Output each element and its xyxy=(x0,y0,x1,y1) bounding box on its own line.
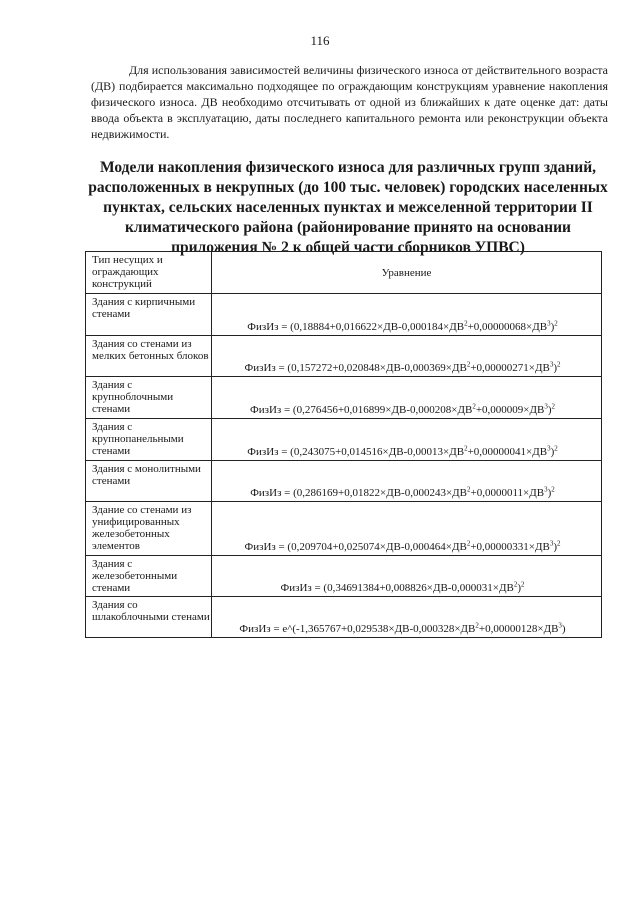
eq-mid: +0,00000068×ДВ xyxy=(467,321,548,333)
row-equation xyxy=(212,461,602,502)
row-type: Здания со шлакоблочными стенами xyxy=(86,597,212,638)
row-type: Здания со стенами из мелких бетонных блоков xyxy=(86,336,212,377)
eq-main: ФизИз = (0,157272+0,020848×ДВ-0,000369×ДВ xyxy=(244,362,467,374)
eq-sup: 3 xyxy=(544,485,548,494)
eq-sup: 3 xyxy=(544,402,548,411)
table-row xyxy=(86,461,602,502)
table-row xyxy=(86,502,602,556)
eq-sup: 2 xyxy=(513,580,518,589)
table-row xyxy=(86,294,602,336)
eq-close: ) xyxy=(550,446,555,458)
eq-sup: 3 xyxy=(549,539,554,548)
row-type: Здания с крупноблочными стенами xyxy=(86,377,212,419)
row-equation xyxy=(212,502,602,556)
eq-mid: +0,00000331×ДВ xyxy=(470,541,550,553)
eq-sup: 2 xyxy=(551,485,555,494)
eq-close: ) xyxy=(547,404,552,416)
eq-close: ) xyxy=(550,321,555,333)
eq-sup: 2 xyxy=(464,319,468,328)
eq-sup: 3 xyxy=(547,444,551,453)
eq-sup: 2 xyxy=(475,621,479,630)
eq-main: ФизИз = (0,276456+0,016899×ДВ-0,000208×ДВ xyxy=(250,404,473,416)
table-row xyxy=(86,556,602,597)
table-header-row xyxy=(86,252,602,294)
row-type: Здания с крупнопанельными стенами xyxy=(86,419,212,461)
eq-sup: 3 xyxy=(549,360,554,369)
eq-main: ФизИз = (0,209704+0,025074×ДВ-0,000464×ДВ xyxy=(244,541,467,553)
row-equation xyxy=(212,419,602,461)
row-type: Здание со стенами из унифицированных железобетонных элементов xyxy=(86,502,212,556)
page-number: 116 xyxy=(310,33,330,48)
eq-close: ) xyxy=(547,487,552,499)
eq-main: ФизИз = (0,34691384+0,008826×ДВ-0,000031×ДВ xyxy=(280,582,514,594)
header-type: Тип несущих и ограждающих конструкций xyxy=(86,252,212,294)
eq-mid: +0,00000128×ДВ xyxy=(478,623,559,635)
eq-sup: 2 xyxy=(466,539,471,548)
eq-sup: 2 xyxy=(464,444,468,453)
row-equation xyxy=(212,377,602,419)
row-type: Здания с железобетонными стенами xyxy=(86,556,212,597)
row-equation xyxy=(212,597,602,638)
eq-sup: 2 xyxy=(556,539,561,548)
row-equation xyxy=(212,556,602,597)
eq-main: ФизИз = e^(-1,365767+0,029538×ДВ-0,000328×ДВ xyxy=(239,623,476,635)
header-equation: Уравнение xyxy=(212,252,602,294)
table-row xyxy=(86,336,602,377)
eq-mid: +0,000009×ДВ xyxy=(475,404,545,416)
eq-sup: 2 xyxy=(520,580,525,589)
eq-sup: 2 xyxy=(554,444,558,453)
eq-mid: +0,0000011×ДВ xyxy=(470,487,545,499)
row-equation xyxy=(212,294,602,336)
eq-mid: +0,00000271×ДВ xyxy=(470,362,550,374)
eq-main: ФизИз = (0,243075+0,014516×ДВ-0,00013×ДВ xyxy=(247,446,465,458)
section-heading: Модели накопления физического износа для различных групп зданий, расположенных в некрупных (до 100 тыс. человек) городских населенных пунктах, сельских населенных пунктах и межселенной территории II климатического района (районирование принято на основании приложения № 2 к общей части сборников УПВС) xyxy=(88,159,608,256)
wear-models-table xyxy=(85,251,602,638)
table-row xyxy=(86,377,602,419)
eq-sup: 2 xyxy=(472,402,476,411)
row-type: Здания с кирпичными стенами xyxy=(86,294,212,336)
eq-sup: 2 xyxy=(467,485,471,494)
table-row xyxy=(86,419,602,461)
eq-sup: 2 xyxy=(551,402,555,411)
table-row xyxy=(86,597,602,638)
eq-main: ФизИз = (0,18884+0,016622×ДВ-0,000184×ДВ xyxy=(247,321,465,333)
eq-sup: 2 xyxy=(556,360,561,369)
row-type: Здания с монолитными стенами xyxy=(86,461,212,502)
eq-main: ФизИз = (0,286169+0,01822×ДВ-0,000243×ДВ xyxy=(250,487,468,499)
eq-close: ) xyxy=(517,582,521,594)
eq-close: ) xyxy=(561,623,566,635)
eq-sup: 3 xyxy=(558,621,562,630)
row-equation xyxy=(212,336,602,377)
eq-sup: 2 xyxy=(466,360,471,369)
eq-sup: 2 xyxy=(554,319,558,328)
eq-close: ) xyxy=(553,362,557,374)
eq-sup: 3 xyxy=(547,319,551,328)
eq-mid: +0,00000041×ДВ xyxy=(467,446,548,458)
eq-close: ) xyxy=(553,541,557,553)
intro-paragraph: Для использования зависимостей величины физического износа от действительного возраста (ДВ) подбирается максимально подходящее по ограждающим конструкциям уравнение накопления физического износа. ДВ необходимо отсчитывать от одной из ближайших к дате оценке дат: даты ввода объекта в эксплуатацию, даты последнего капитального ремонта или реконструкции объекта недвижимости. xyxy=(91,63,608,141)
